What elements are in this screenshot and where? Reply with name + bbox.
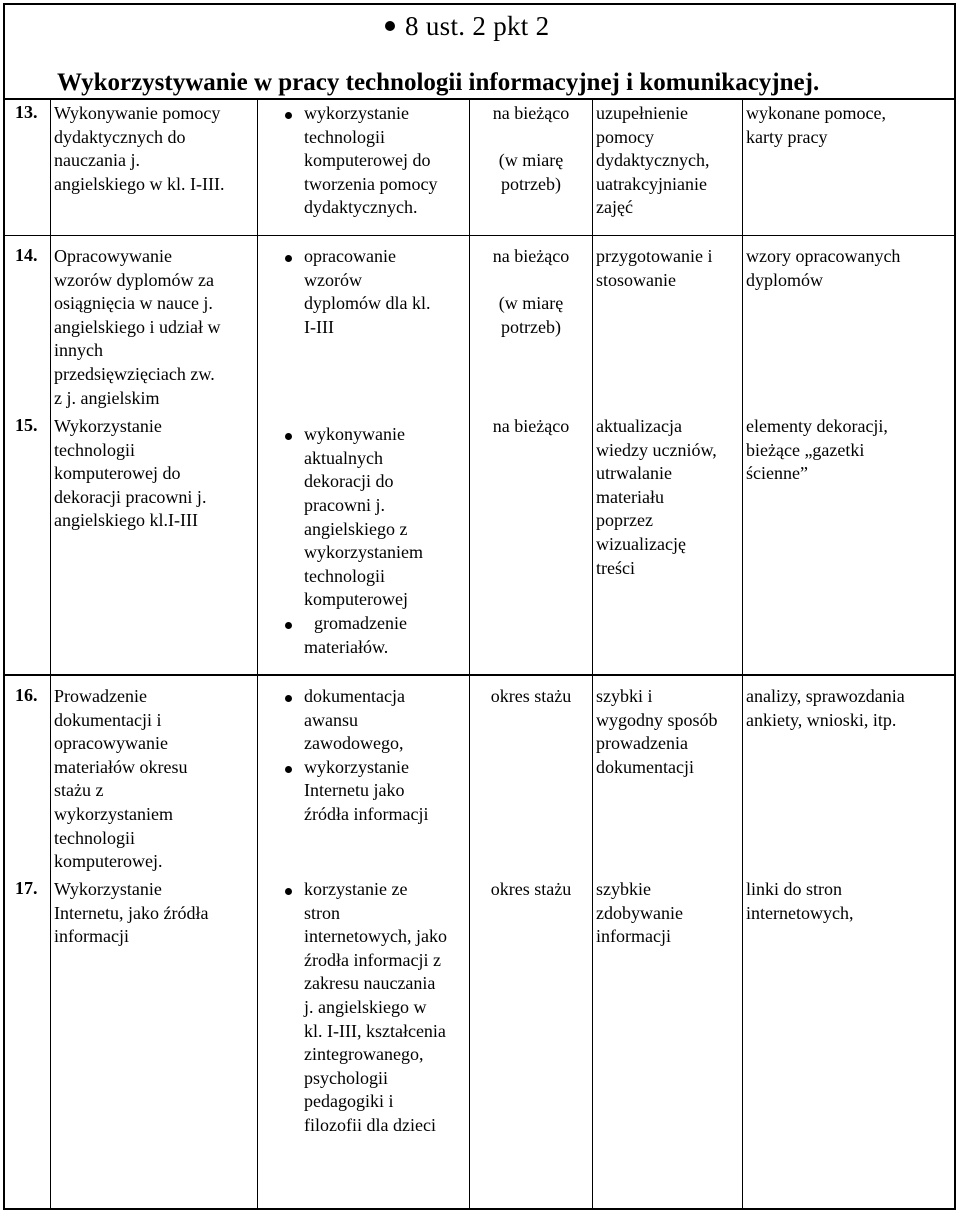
cell-line: materiału <box>596 486 664 507</box>
cell-line: dyplomów <box>746 269 824 290</box>
row-term-cell <box>471 878 591 902</box>
row-term-cell <box>471 102 591 196</box>
row-forms-cell <box>280 415 476 659</box>
bullet-icon <box>385 21 395 31</box>
row-task-cell <box>54 878 254 949</box>
cell-line: angielskiego kl.I-III <box>54 510 198 531</box>
bullet-icon <box>285 255 292 262</box>
cell-line: korzystanie ze <box>304 879 408 899</box>
cell-line: wzorów <box>304 269 362 290</box>
cell-line: (w miarę <box>498 150 564 171</box>
row-number: 14. <box>15 245 38 265</box>
cell-line: opracowanie <box>304 246 396 266</box>
cell-line: Wykorzystanie <box>54 879 162 899</box>
cell-line: źrodła informacji z <box>304 949 441 970</box>
cell-line: pedagogiki i <box>304 1091 394 1112</box>
cell-line: dekoracji do <box>304 471 394 492</box>
row-task-cell <box>54 685 254 874</box>
cell-line: technologii <box>54 827 135 848</box>
row-evidence-cell <box>746 878 956 925</box>
row-evidence-cell <box>746 102 956 149</box>
cell-line: filozofii dla dzieci <box>304 1114 436 1135</box>
cell-line: komputerowej do <box>54 463 181 484</box>
cell-line: potrzeb) <box>501 316 561 337</box>
row-forms-cell <box>280 685 476 827</box>
cell-line: stron <box>304 902 340 923</box>
cell-line: wzorów dyplomów za <box>54 269 214 290</box>
cell-line: szybkie <box>596 879 651 899</box>
cell-line: Prowadzenie <box>54 686 147 706</box>
bullet-item <box>280 245 476 339</box>
column-divider <box>592 98 593 1208</box>
bullet-item <box>280 423 476 612</box>
row-term-cell <box>471 245 591 339</box>
cell-line: dydaktycznych do <box>54 126 186 147</box>
cell-line: I-III <box>304 316 334 337</box>
cell-line: uatrakcyjnianie <box>596 173 707 194</box>
cell-line: innych <box>54 340 103 361</box>
row-task-cell <box>54 102 254 196</box>
cell-line: materiałów okresu <box>54 756 188 777</box>
cell-line: źródła informacji <box>304 803 429 824</box>
cell-line: awansu <box>304 709 358 730</box>
cell-line: Internetu jako <box>304 780 405 801</box>
cell-line: Opracowywanie <box>54 246 172 266</box>
cell-line: okres stażu <box>490 879 572 899</box>
cell-line: ścienne” <box>746 463 808 484</box>
cell-line: poprzez <box>596 510 653 531</box>
row-evidence-cell <box>746 685 956 732</box>
cell-line: karty pracy <box>746 126 828 147</box>
document-page <box>3 3 956 1210</box>
bullet-item <box>280 685 476 756</box>
cell-line: technologii <box>304 565 385 586</box>
cell-line: utrwalanie <box>596 463 672 484</box>
row-number: 15. <box>15 415 38 435</box>
cell-line: (w miarę <box>498 293 564 314</box>
cell-line: pracowni j. <box>304 495 385 516</box>
cell-line: komputerowej do <box>304 150 431 171</box>
cell-line: dydaktycznych, <box>596 150 710 171</box>
cell-line: zakresu nauczania <box>304 973 436 994</box>
cell-line: zdobywanie <box>596 902 683 923</box>
row-term-cell <box>471 685 591 709</box>
cell-line: tworzenia pomocy <box>304 173 438 194</box>
cell-line: zajęć <box>596 197 633 218</box>
bullet-item <box>280 102 476 220</box>
cell-line: Wykonywanie pomocy <box>54 103 221 123</box>
row-effect-cell <box>596 102 740 220</box>
cell-line: dekoracji pracowni j. <box>54 486 207 507</box>
cell-line: wykorzystaniem <box>54 803 173 824</box>
cell-line: z j. angielskim <box>54 387 160 408</box>
cell-line: wzory opracowanych <box>746 246 901 266</box>
cell-line: stosowanie <box>596 269 676 290</box>
cell-line: technologii <box>54 439 135 460</box>
cell-line: potrzeb) <box>501 173 561 194</box>
row-evidence-cell <box>746 245 956 292</box>
bullet-icon <box>285 112 292 119</box>
cell-line: angielskiego w kl. I-III. <box>54 173 225 194</box>
cell-line: wykorzystaniem <box>304 542 423 563</box>
cell-line: wiedzy uczniów, <box>596 439 717 460</box>
row-divider <box>5 98 954 100</box>
bullet-item <box>280 612 476 659</box>
cell-line: analizy, sprawozdania <box>746 686 905 706</box>
section-title <box>385 11 549 42</box>
cell-line: ankiety, wnioski, itp. <box>746 709 897 730</box>
cell-line <box>471 269 591 293</box>
cell-line: internetowych, <box>746 902 854 923</box>
cell-line: wykonane pomoce, <box>746 103 886 123</box>
cell-line: okres stażu <box>490 686 572 706</box>
cell-line: zintegrowanego, <box>304 1044 424 1065</box>
row-number: 13. <box>15 102 38 122</box>
cell-line: stażu z <box>54 780 104 801</box>
row-divider <box>5 674 954 676</box>
column-divider <box>50 98 51 1208</box>
cell-line: dyplomów dla kl. <box>304 293 431 314</box>
row-term-cell <box>471 415 591 439</box>
row-task-cell <box>54 415 254 533</box>
cell-line: szybki i <box>596 686 653 706</box>
cell-line: j. angielskiego w <box>304 996 427 1017</box>
row-effect-cell <box>596 685 740 779</box>
cell-line: aktualizacja <box>596 416 682 436</box>
bullet-icon <box>285 695 292 702</box>
cell-line: komputerowej <box>304 589 408 610</box>
row-effect-cell <box>596 415 740 580</box>
title-band <box>5 5 954 100</box>
row-effect-cell <box>596 878 740 949</box>
bullet-icon <box>285 888 292 895</box>
column-divider <box>257 98 258 1208</box>
cell-line: Internetu, jako źródła <box>54 902 209 923</box>
row-evidence-cell <box>746 415 956 486</box>
row-number: 17. <box>15 878 38 898</box>
cell-line: Wykorzystanie <box>54 416 162 436</box>
cell-line: internetowych, jako <box>304 926 447 947</box>
cell-line: dydaktycznych. <box>304 197 418 218</box>
cell-line: prowadzenia <box>596 733 688 754</box>
cell-line: wygodny sposób <box>596 709 718 730</box>
cell-line: psychologii <box>304 1067 388 1088</box>
cell-line <box>471 126 591 150</box>
cell-line: angielskiego i udział w <box>54 316 221 337</box>
cell-line: opracowywanie <box>54 733 168 754</box>
row-forms-cell <box>280 878 476 1138</box>
cell-line: przedsięwzięciach zw. <box>54 363 215 384</box>
cell-line: pomocy <box>596 126 654 147</box>
bullet-item <box>280 878 476 1138</box>
cell-line: aktualnych <box>304 447 383 468</box>
cell-line: elementy dekoracji, <box>746 416 888 436</box>
cell-line: na bieżąco <box>492 416 570 436</box>
cell-line: nauczania j. <box>54 150 140 171</box>
cell-line: angielskiego z <box>304 518 408 539</box>
row-forms-cell <box>280 245 476 339</box>
cell-line: materiałów. <box>304 636 389 657</box>
cell-line: na bieżąco <box>492 103 570 123</box>
bullet-item <box>280 756 476 827</box>
section-title-text: 8 ust. 2 pkt 2 <box>405 11 550 41</box>
cell-line: wykorzystanie <box>304 103 409 123</box>
row-forms-cell <box>280 102 476 220</box>
cell-line: dokumentacja <box>304 686 405 706</box>
cell-line: dokumentacji <box>596 756 694 777</box>
section-heading: Wykorzystywanie w pracy technologii informacyjnej i komunikacyjnej. <box>57 69 820 96</box>
row-divider <box>5 235 954 236</box>
row-effect-cell <box>596 245 740 292</box>
cell-line: informacji <box>596 926 671 947</box>
column-divider <box>742 98 743 1208</box>
cell-line: osiągnięcia w nauce j. <box>54 293 213 314</box>
cell-line: komputerowej. <box>54 851 163 872</box>
cell-line: na bieżąco <box>492 246 570 266</box>
cell-line: technologii <box>304 126 385 147</box>
cell-line: linki do stron <box>746 879 843 899</box>
cell-line: gromadzenie <box>314 613 407 633</box>
cell-line: zawodowego, <box>304 733 404 754</box>
cell-line: dokumentacji i <box>54 709 162 730</box>
bullet-icon <box>285 622 292 629</box>
cell-line: informacji <box>54 926 129 947</box>
cell-line: wizualizację <box>596 533 686 554</box>
cell-line: kl. I-III, kształcenia <box>304 1020 446 1041</box>
cell-line: uzupełnienie <box>596 103 688 123</box>
cell-line: wykorzystanie <box>304 756 409 777</box>
cell-line: treści <box>596 557 635 578</box>
cell-line: bieżące „gazetki <box>746 439 865 460</box>
row-task-cell <box>54 245 254 410</box>
bullet-icon <box>285 766 292 773</box>
cell-line: przygotowanie i <box>596 246 713 266</box>
row-number: 16. <box>15 685 38 705</box>
cell-line: wykonywanie <box>304 424 405 445</box>
